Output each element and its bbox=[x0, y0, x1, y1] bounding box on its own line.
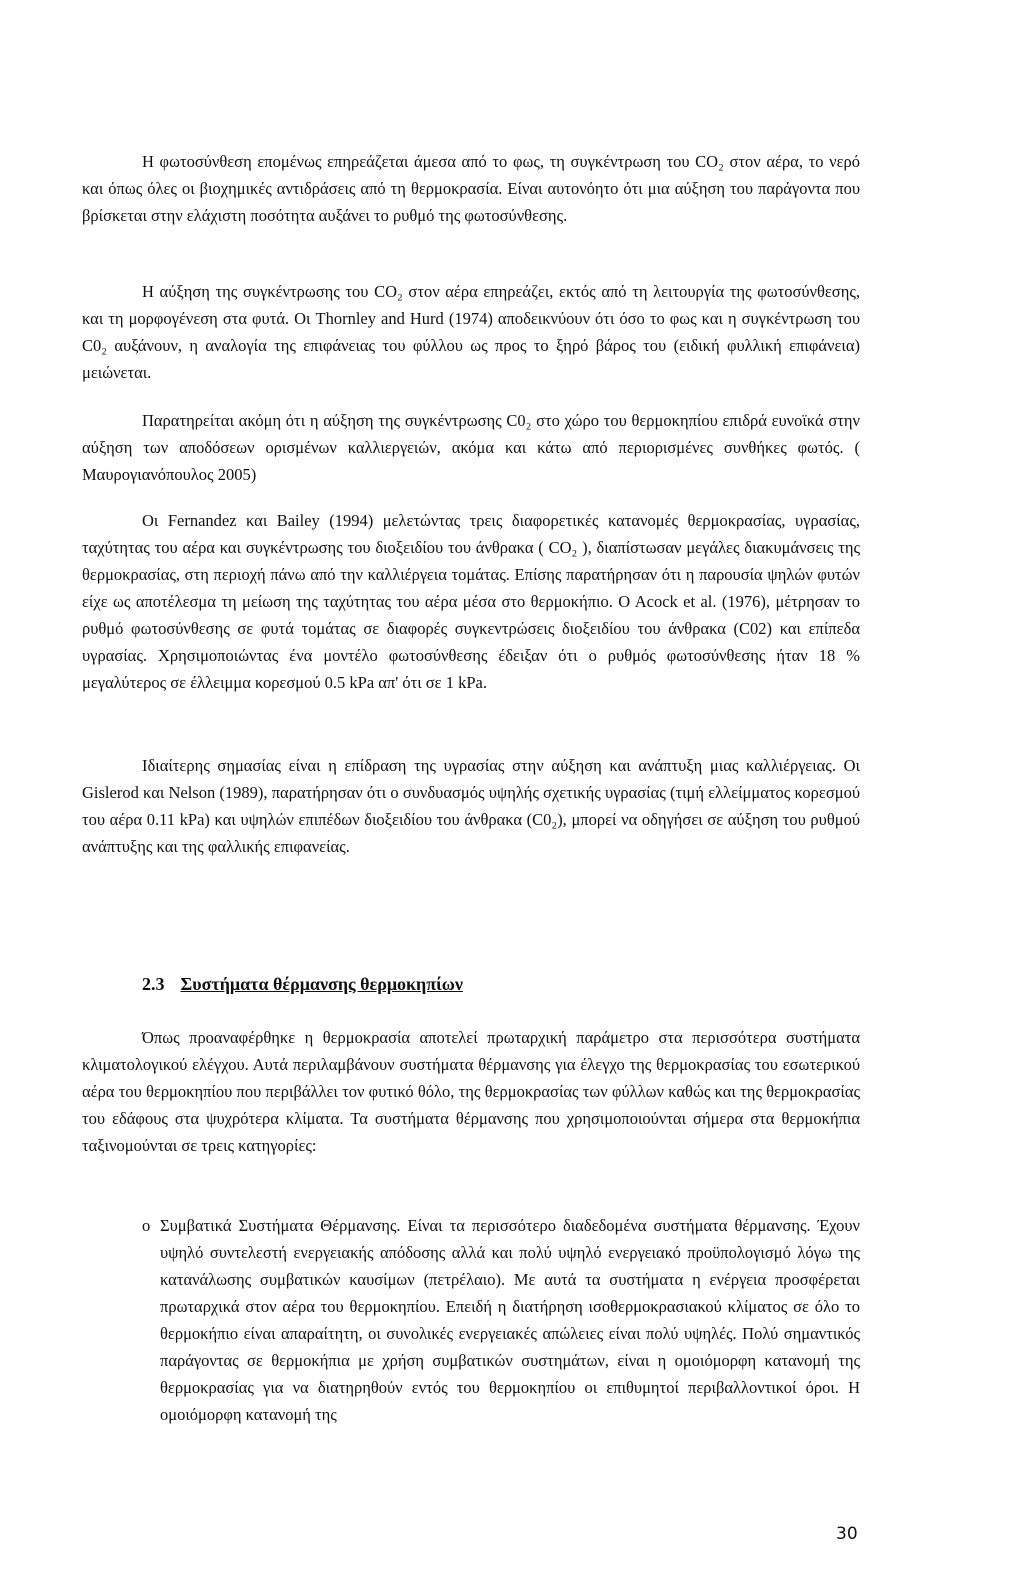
section-title: Συστήματα θέρμανσης θερμοκηπίων bbox=[180, 974, 463, 994]
paragraph-fernandez-bailey: Οι Fernandez και Bailey (1994) μελετώντας τρεις διαφορετικές κατανομές θερμοκρασίας, υγρασίας, ταχύτητας του αέρα και συγκέντρωσης του διοξειδίου του άνθρακα ( CO₂ ), διαπίστωσαν μεγάλες διακυμάνσεις της θερμοκρασίας, στη περιοχή πάνω από την καλλιέργεια τομάτας. Επίσης παρατήρησαν ότι η παρουσία ψηλών φυτών είχε ως αποτέλεσμα τη μείωση της ταχύτητας του αέρα μέσα στο θερμοκήπιο. O Acock et al. (1976), μέτρησαν το ρυθμό φωτοσύνθεσης σε φυτά τομάτας σε διαφορές συγκεντρώσεις διοξειδίου του άνθρακα (C02) και επίπεδα υγρασίας. Χρησιμοποιώντας ένα μοντέλο φωτοσύνθεσης έδειξαν ότι ο ρυθμός φωτοσύνθεσης ήταν 18 % μεγαλύτερος σε έλλειμμα κορεσμού 0.5 kPa απ' ότι σε 1 kPa. bbox=[82, 511, 860, 692]
page-number: 30 bbox=[836, 1524, 858, 1544]
paragraph-co2-morphogenesis: Η αύξηση της συγκέντρωσης του CO₂ στον αέρα επηρεάζει, εκτός από τη λειτουργία της φωτοσύνθεσης, και τη μορφογένεση στα φυτά. Οι Thornley and Hurd (1974) αποδεικνύουν ότι όσο το φως και η συγκέντρωση του C0₂ αυξάνουν, η αναλογία της επιφάνειας του φύλλου ως προς το ξηρό βάρος του (ειδική φυλλική επιφάνεια) μειώνεται. bbox=[82, 282, 860, 382]
paragraph-co2-yield: Παρατηρείται ακόμη ότι η αύξηση της συγκέντρωσης C0₂ στο χώρο του θερμοκηπίου επιδρά ευνοϊκά στην αύξηση των αποδόσεων ορισμένων καλλιεργειών, ακόμα και κάτω από περιορισμένες συνθήκες φωτός. ( Μαυρογιανόπουλος 2005) bbox=[82, 411, 860, 484]
section-heading bbox=[142, 974, 463, 995]
paragraph-photosynthesis-factors: Η φωτοσύνθεση επομένως επηρεάζεται άμεσα από το φως, τη συγκέντρωση του CO₂ στον αέρα, το νερό και όπως όλες οι βιοχημικές αντιδράσεις από τη θερμοκρασία. Είναι αυτονόητο ότι μια αύξηση του παράγοντα που βρίσκεται στην ελάχιστη ποσότητα αυξάνει το ρυθμό της φωτοσύνθεσης. bbox=[82, 152, 860, 225]
paragraph-humidity: Ιδιαίτερης σημασίας είναι η επίδραση της υγρασίας στην αύξηση και ανάπτυξη μιας καλλιέργειας. Οι Gislerod και Nelson (1989), παρατήρησαν ότι ο συνδυασμός υψηλής σχετικής υγρασίας (τιμή ελλείμματος κορεσμού του αέρα 0.11 kPa) και υψηλών επιπέδων διοξειδίου του άνθρακα (C0₂), μπορεί να οδηγήσει σε αύξηση του ρυθμού ανάπτυξης και της φαλλικής επιφανείας. bbox=[82, 756, 860, 856]
section-number: 2.3 bbox=[142, 974, 165, 994]
bullet-marker: o bbox=[142, 1216, 151, 1235]
list-item bbox=[82, 1212, 860, 1428]
paragraph-heating-intro: Όπως προαναφέρθηκε η θερμοκρασία αποτελεί πρωταρχική παράμετρο στα περισσότερα συστήματα κλιματολογικού ελέγχου. Αυτά περιλαμβάνουν συστήματα θέρμανσης για έλεγχο της θερμοκρασίας του εσωτερικού αέρα του θερμοκηπίου που περιβάλλει τον φυτικό θόλο, της θερμοκρασίας των φύλλων καθώς και της θερμοκρασίας του εδάφους στα ψυχρότερα κλίματα. Τα συστήματα θέρμανσης που χρησιμοποιούνται σήμερα στα θερμοκήπια ταξινομούνται σε τρεις κατηγορίες: bbox=[82, 1028, 860, 1155]
list-item-text: Συμβατικά Συστήματα Θέρμανσης. Είναι τα περισσότερο διαδεδομένα συστήματα θέρμανσης. Έχουν υψηλό συντελεστή ενεργειακής απόδοσης αλλά και πολύ υψηλό ενεργειακό προϋπολογισμό λόγω της κατανάλωσης συμβατικών καυσίμων (πετρέλαιο). Με αυτά τα συστήματα η ενέργεια προσφέρεται πρωταρχικά στον αέρα του θερμοκηπίου. Επειδή η διατήρηση ισοθερμοκρασιακού κλίματος σε όλο το θερμοκήπιο είναι απαραίτητη, οι συνολικές ενεργειακές απώλειες είναι πολύ υψηλές. Πολύ σημαντικός παράγοντας σε θερμοκήπια με χρήση συμβατικών συστημάτων, είναι η ομοιόμορφη κατανομή της θερμοκρασίας για να διατηρηθούν εντός του θερμοκηπίου οι επιθυμητοί περιβαλλοντικοί όροι. Η ομοιόμορφη κατανομή της bbox=[160, 1216, 860, 1424]
